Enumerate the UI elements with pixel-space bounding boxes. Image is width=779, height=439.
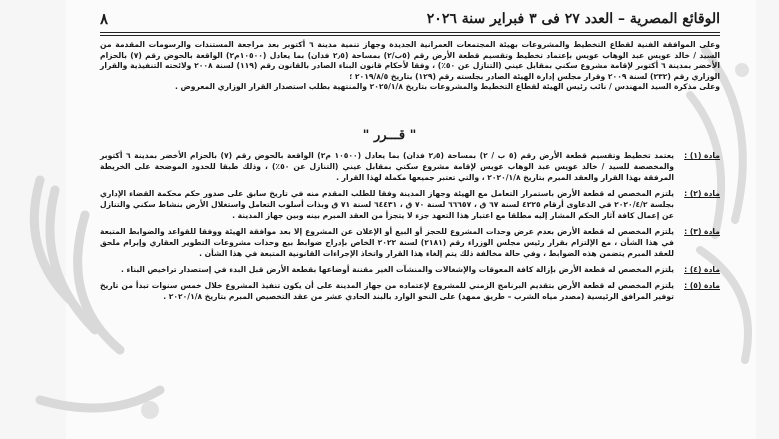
header-rule (100, 32, 720, 33)
article-text: يلتزم المخصص له قطعة الأرض بتقديم البرنامج الزمني للمشروع لإعتماده من جهاز المدينة على أن يكون تنفيذ المشروع خلال خمس سنوات تبدأ من تاريخ توفير المرافق الرئيسية (مصدر مياه الشرب – طريق ممهد) على النحو الوارد بالبند الحادي عشر من عقد التخصيص المبرم بتاريخ ٢٠٢٠/١/٨ . (100, 281, 674, 301)
header-title: الوقائع المصرية – العدد ٢٧ فى ٣ فبراير سنة ٢٠٢٦ (426, 11, 720, 27)
page-header (100, 8, 720, 30)
article-label: مادة (٥) : (684, 281, 720, 290)
article-text: يعتمد تخطيط وتقسيم قطعة الأرض رقم (٥ ب / ٢) بمساحة (٢٫٥ فدان) بما يعادل (١٠٥٠٠ م٢) الواقعة بالحوض رقم (٧) بالحزام الأخضر بمدينة ٦ أكتوبر والمخصصة للسيد / خالد عويس عبد الوهاب عويس لإقامة مشروع سكني بمقابل عيني (التنازل عن ٥٠٪) ، وذلك طبقا للحدود الموضحة على الخريطة المرفقة بهذا القرار والعقد المبرم بتاريخ ٢٠٢٠/١/٨ ، والتي تعتبر جميعها مكملة لهذا القرار . (100, 151, 675, 182)
page-number: ٨ (100, 10, 109, 28)
article-3 (100, 226, 720, 259)
article-5 (100, 280, 720, 302)
article-1 (100, 150, 720, 183)
decision-heading: " قـــرر " (362, 128, 417, 143)
preamble (100, 40, 720, 93)
articles-list (100, 150, 720, 307)
article-text: يلتزم المخصص له قطعة الأرض بإزالة كافة المعوقات والإشغالات والمنشآت الغير مقننة أوضاعها بقطعة الأرض قبل البدء في إستصدار تراخيص البناء . (120, 265, 674, 274)
article-label: مادة (٢) : (684, 189, 720, 198)
article-text: يلتزم المخصص له قطعة الأرض باستمرار التعامل مع الهيئة وجهاز المدينة وفقا للطلب المقدم منه في تاريخ سابق على صدور حكم محكمة القضاء الإداري بجلسة ٢٠٢٠/٤/٢ في الدعاوى أرقام ٤٢٢٥ لسنة ٦٧ ق ، ٦٦٦٥٧ لسنة ٧٠ ق ، ٦٤٤٣١ لسنة ٧١ ق وبذات أسلوب التعامل واستغلال الأرض بنشاط سكني والتنازل عن إعمال كافة آثار الحكم المشار إليه مطلقا مع اعتبار هذا التعهد جزء لا يتجزأ من العقد المبرم بينه وبين جهاز المدينة . (100, 189, 675, 220)
article-label: مادة (١) : (684, 151, 720, 160)
article-label: مادة (٤) : (684, 265, 720, 274)
preamble-paragraph: وعلى مذكرة السيد المهندس / نائب رئيس الهيئة لقطاع التخطيط والمشروعات بتاريخ ٢٠٢٥/١/٨ والمنتهية بطلب استصدار القرار الوزاري المعروض . (175, 82, 720, 92)
preamble-paragraph: وعلى الموافقة الفنية لقطاع التخطيط والمشروعات بهيئة المجتمعات العمرانية الجديدة وجهاز تنمية مدينة ٦ أكتوبر بعد مراجعة المستندات والرسومات المقدمة من السيد / خالد عويس عبد الوهاب عويس بإعتماد تخطيط وتقسيم قطعة الأرض رقم (٥ب/٢) بمساحة (٢٫٥ فدان) بما يعادل (١٠٥٠٠م٢) الواقعة بالحوض رقم (٧) بالحزام الأخضر بمدينة ٦ أكتوبر لإقامة مشروع سكني بمقابل عيني (التنازل عن ٥٠٪) ، وفقا لأحكام قانون البناء الصادر بالقانون رقم (١١٩) لسنة ٢٠٠٨ ولائحته التنفيذية والقرار الوزاري رقم (٢٣٢) لسنة ٢٠٠٩ وقرار مجلس إدارة الهيئة الصادر بجلسته رقم (١٢٩) بتاريخ ٢٠١٩/٨/٥ ؛ (100, 40, 721, 81)
header-rule-thin (100, 35, 720, 36)
article-4 (100, 264, 720, 275)
article-label: مادة (٣) : (684, 227, 720, 236)
article-2 (100, 188, 720, 221)
article-text: يلتزم المخصص له قطعة الأرض بعدم عرض وحدات المشروع للحجز أو البيع أو الإعلان عن المشروع إلا بعد موافقة الهيئة ووفقا للقواعد والضوابط المتبعة في هذا الشأن ، مع الإلتزام بقرار رئيس مجلس الوزراء رقم (٢١٨١) لسنة ٢٠٢٢ الخاص بإدراج ضوابط بيع وحدات مشروعات التطوير العقاري وإبرام ملحق للعقد المبرم يتضمن هذه الضوابط ، وفي حالة مخالفة ذلك يتم إلغاء هذا القرار واتخاذ الإجراءات القانونية المتبعة في هذا الشأن . (100, 227, 674, 258)
